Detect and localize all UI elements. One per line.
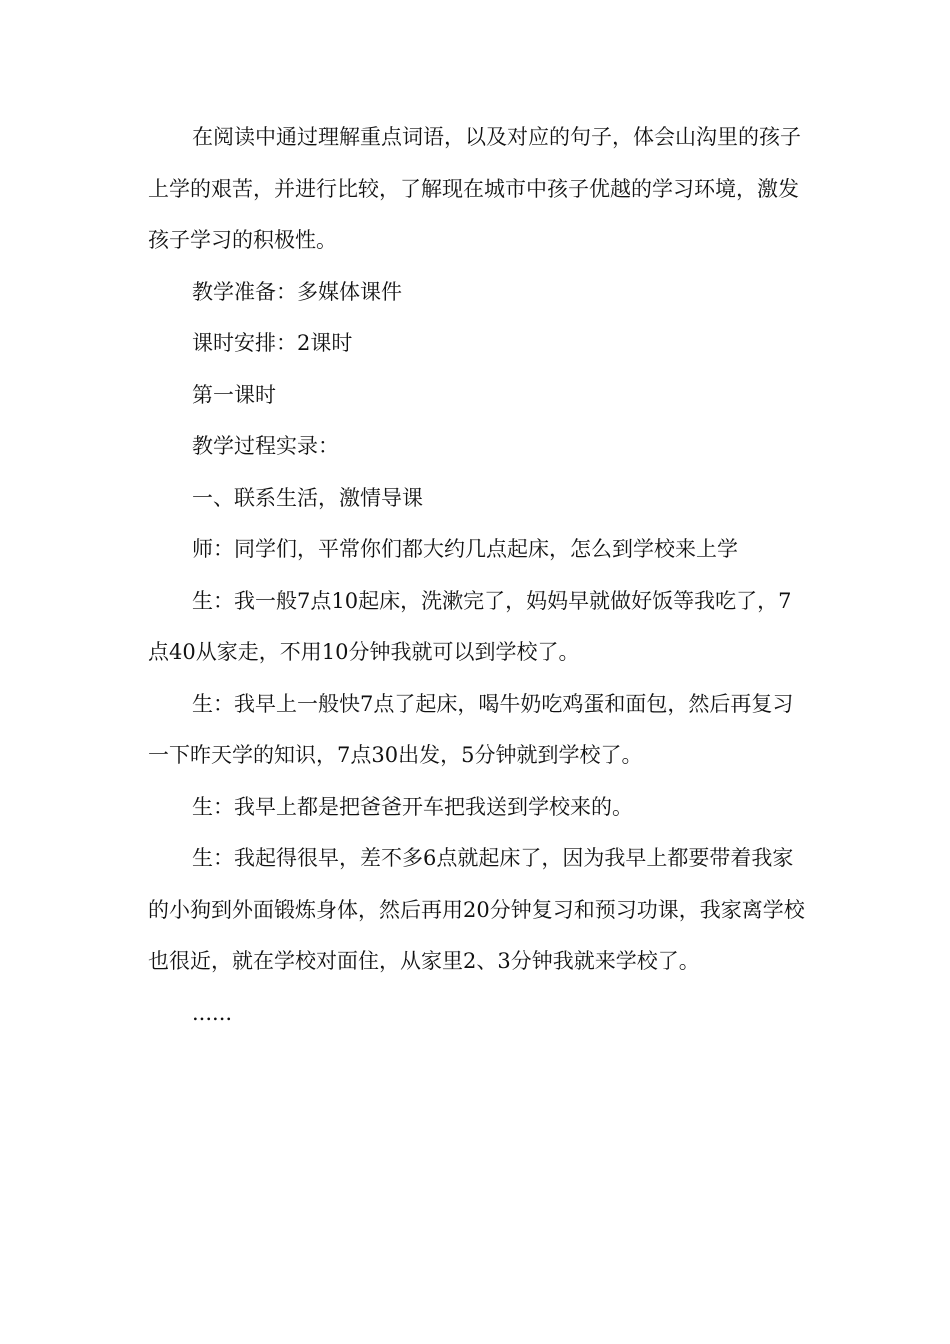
paragraph-schedule: 课时安排：2课时 [192, 331, 353, 355]
paragraph-teacher-question: 师：同学们，平常你们都大约几点起床，怎么到学校来上学 [192, 537, 738, 561]
paragraph-objective: 在阅读中通过理解重点词语，以及对应的句子，体会山沟里的孩子上学的艰苦，并进行比较，了解现在城市中孩子优越的学习环境，激发孩子学习的积极性。 [148, 125, 801, 252]
paragraph-student-answer-4: 生：我起得很早，差不多6点就起床了，因为我早上都要带着我家的小狗到外面锻炼身体，然后再用20分钟复习和预习功课，我家离学校也很近，就在学校对面住，从家里2、3分钟我就来学校了。 [148, 846, 805, 973]
document-body [148, 112, 808, 1039]
paragraph-process-heading: 教学过程实录： [192, 434, 339, 458]
paragraph-student-answer-1: 生：我一般7点10起床，洗漱完了，妈妈早就做好饭等我吃了，7点40从家走，不用10分钟我就可以到学校了。 [148, 588, 792, 664]
paragraph-student-answer-3: 生：我早上都是把爸爸开车把我送到学校来的。 [192, 794, 633, 819]
paragraph-student-answer-2: 生：我早上一般快7点了起床，喝牛奶吃鸡蛋和面包，然后再复习一下昨天学的知识，7点30出发，5分钟就到学校了。 [148, 691, 794, 767]
paragraph-first-lesson: 第一课时 [192, 382, 276, 407]
paragraph-section-one: 一、联系生活，激情导课 [192, 485, 423, 510]
paragraph-ellipsis: ...... [192, 1000, 233, 1025]
paragraph-preparation: 教学准备：多媒体课件 [192, 279, 402, 304]
